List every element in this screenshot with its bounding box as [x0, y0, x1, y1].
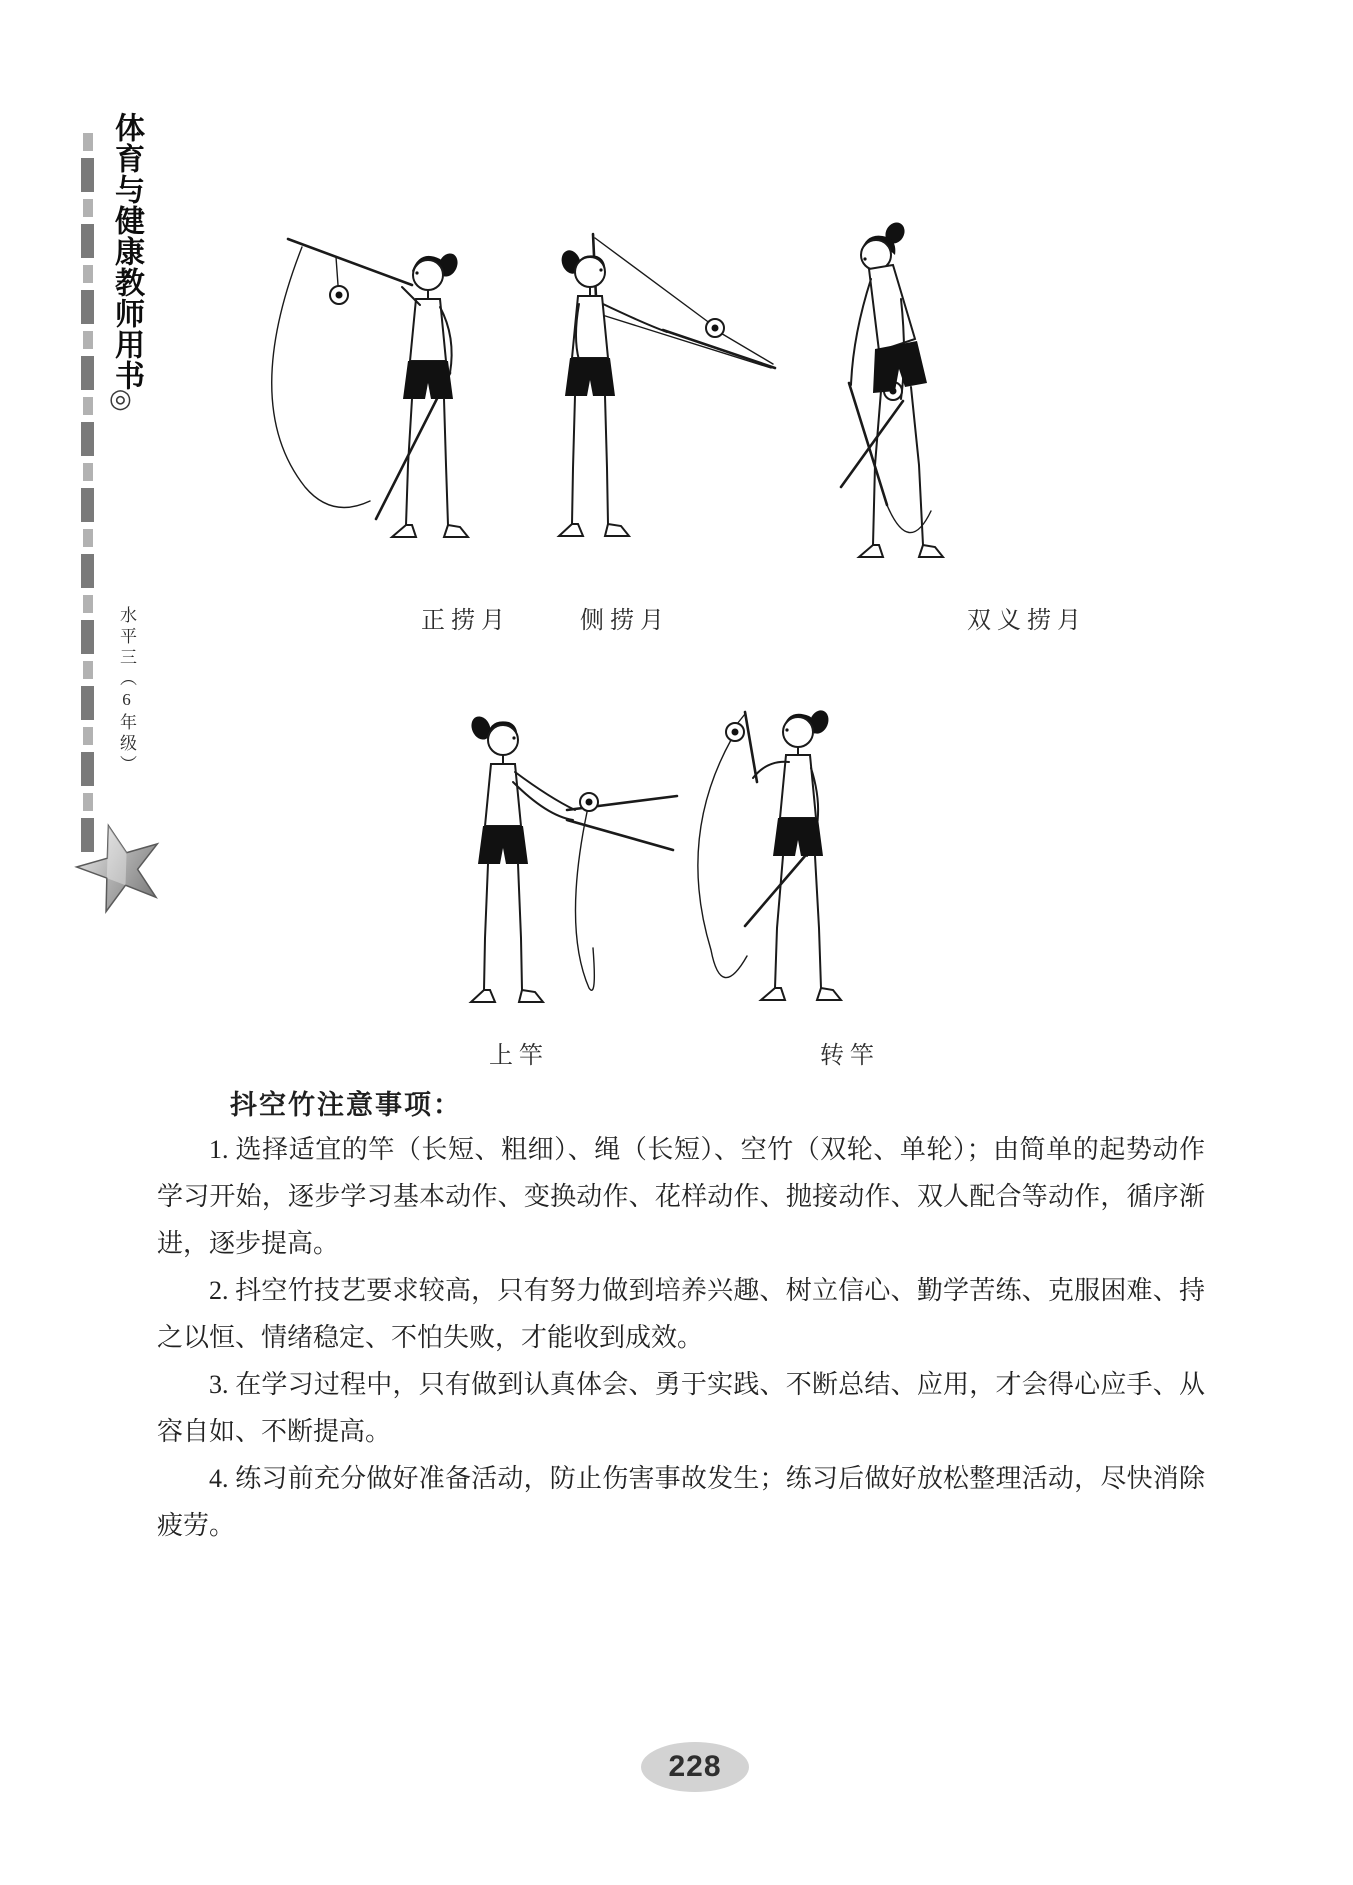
decor-block: [81, 290, 94, 324]
illustration-shuang-yi-lao-yue: [775, 215, 1035, 615]
decor-block: [81, 158, 94, 192]
page-number-badge: [641, 1742, 749, 1792]
page-number: 228: [668, 1750, 722, 1783]
decor-block: [83, 199, 93, 217]
decor-block: [81, 620, 94, 654]
illustration-zhuan-gan: [625, 688, 915, 1048]
decor-block: [81, 752, 94, 786]
illustration-zheng-lao-yue: [250, 225, 530, 575]
notes-paragraph-4: 4. 练习前充分做好准备活动，防止伤害事故发生；练习后做好放松整理活动，尽快消除疲劳。: [157, 1464, 1205, 1540]
decor-block: [81, 356, 94, 390]
title-circle-mark: ◎: [109, 384, 132, 413]
decor-block: [83, 595, 93, 613]
decor-block: [81, 224, 94, 258]
decor-block: [83, 463, 93, 481]
figure-caption: 上竿: [489, 1043, 549, 1069]
star-icon: [72, 818, 168, 914]
decor-block: [83, 133, 93, 151]
section-heading: 抖空竹注意事项：: [230, 1090, 462, 1120]
decor-block: [83, 727, 93, 745]
book-title-vertical: 体育与健康教师用书: [110, 112, 143, 391]
decor-block: [81, 422, 94, 456]
figure-caption: 正捞月: [421, 608, 511, 634]
decor-block: [83, 331, 93, 349]
decor-block: [83, 661, 93, 679]
decorative-block-strip: [81, 133, 94, 852]
figure-caption: 转竿: [820, 1043, 880, 1069]
decor-block: [83, 397, 93, 415]
figure-caption: 双义捞月: [967, 608, 1087, 634]
decor-block: [83, 265, 93, 283]
notes-paragraph-2: 2. 抖空竹技艺要求较高，只有努力做到培养兴趣、树立信心、勤学苦练、克服困难、持之以恒、情绪稳定、不怕失败，才能收到成效。: [157, 1276, 1205, 1352]
figure-caption: 侧捞月: [580, 608, 670, 634]
level-label-vertical: 水平三（6年级）: [117, 606, 136, 776]
notes-text-block: [157, 1126, 1205, 1549]
decor-block: [81, 554, 94, 588]
illustration-ce-lao-yue: [515, 228, 815, 578]
decor-block: [83, 793, 93, 811]
decor-block: [81, 488, 94, 522]
decor-block: [83, 529, 93, 547]
decor-block: [81, 686, 94, 720]
notes-paragraph-1: 1. 选择适宜的竿（长短、粗细）、绳（长短）、空竹（双轮、单轮）；由简单的起势动作学习开始，逐步学习基本动作、变换动作、花样动作、抛接动作、双人配合等动作，循序渐进，逐步提高。: [157, 1135, 1205, 1258]
notes-paragraph-3: 3. 在学习过程中，只有做到认真体会、勇于实践、不断总结、应用，才会得心应手、从容自如、不断提高。: [157, 1370, 1205, 1446]
